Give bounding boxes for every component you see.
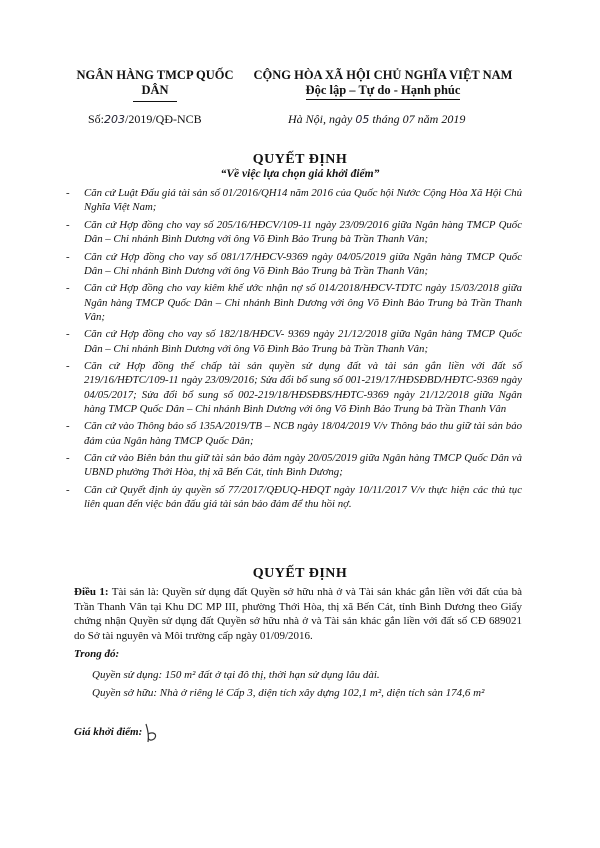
date-suffix: tháng 07 năm 2019 [372,112,466,126]
decision-section-title: QUYẾT ĐỊNH [252,566,348,581]
doc-number-suffix: /2019/QĐ-NCB [125,112,202,126]
bank-name-line2: DÂN [141,83,169,97]
country-name: CỘNG HÒA XÃ HỘI CHỦ NGHĨA VIỆT NAM [253,68,513,82]
legal-basis-item: - Căn cứ Quyết định ủy quyền số 77/2017/QĐUQ-HĐQT ngày 10/11/2017 V/v thực hiện các thủ tục liên quan đến việc bán đấu giá tài sản bảo đảm để thu hồi nợ. [66,483,522,511]
bullet-dash: - [66,420,70,433]
legal-basis-item: - Căn cứ Hợp đồng cho vay số 205/16/HĐCV/109-11 ngày 23/09/2016 giữa Ngân hàng TMCP Quốc Dân – Chi nhánh Bình Dương với ông Võ Đình Bảo Trung bà Trần Thanh Vân; [66,218,522,245]
bullet-dash: - [66,483,70,496]
bank-name-line1: NGÂN HÀNG TMCP QUỐC [76,68,234,82]
starting-price-label: Giá khởi điểm: [74,726,143,738]
national-header [248,68,518,100]
legal-basis-item: - Căn cứ Hợp đồng cho vay số 182/18/HĐCV- 9369 ngày 21/12/2018 giữa Ngân hàng TMCP Quốc Dân – Chi nhánh Bình Dương với ông Võ Đình Bảo Trung bà Trần Thanh Vân; [66,328,522,355]
bullet-dash: - [66,282,70,295]
bank-header-rule [133,101,177,102]
legal-basis-item: - Căn cứ vào Biên bản thu giữ tài sản bảo đảm ngày 20/05/2019 giữa Ngân hàng TMCP Quốc Dân và UBND phường Thới Hòa, thị xã Bến Cát, tỉnh Bình Dương; [66,452,522,479]
document-date [288,112,465,127]
doc-number-handwritten: 203 [104,113,126,126]
document-number [88,112,202,127]
decision-subtitle: “Về việc lựa chọn giá khởi điểm” [220,168,380,180]
in-which-label: Trong đó: [74,648,120,660]
legal-basis-item: - Căn cứ Hợp đồng cho vay kiêm khế ước nhận nợ số 014/2018/HĐCV-TDTC ngày 15/03/2018 giữa Ngân hàng TMCP Quốc Dân – Chi nhánh Bình Dương với ông Võ Đình Bảo Trung bà Trần Thanh Vân; [66,282,522,323]
bullet-dash: - [66,452,70,465]
handwritten-mark [140,722,166,744]
bullet-dash: - [66,360,70,373]
article-1-text: Tài sản là: Quyền sử dụng đất Quyền sở hữu nhà ở và Tài sản khác gắn liền với đất của bà Trần Thanh Vân tại Khu DC MP III, phường Thới Hòa, thị xã Bến Cát, tỉnh Bình Dương theo Giấy chứng nhận Quyền sử dụng đất Quyền sở hữu nhà ở và Tài sản khác gắn liền với đất số CĐ 689021 do Sở tài nguyên và Môi trường cấp ngày 01/09/2016. [74,586,522,642]
legal-bases-list [66,186,522,515]
legal-basis-item: - Căn cứ vào Thông báo số 135A/2019/TB – NCB ngày 18/04/2019 V/v Thông báo thu giữ tài sản bảo đảm của Ngân hàng TMCP Quốc Dân; [66,420,522,447]
bullet-dash: - [66,187,70,199]
legal-basis-item: - Căn cứ Hợp đồng thế chấp tài sản quyền sử dụng đất và tài sản gắn liền với đất số 219/16/HĐTC/109-11 ngày 23/09/2016; Sửa đổi bổ sung số 001-219/17/HĐSĐBD/HĐTC-9369 ngày 04/05/2017; Sửa đổi bổ sung số 002-219/18/HĐSĐBS/HĐTC-9369 ngày 21/12/2018 giữa Ngân hàng TMCP Quốc Dân – Chi nhánh Bình Dương với ông Võ Đình Bảo Trung bà Trần Thanh Vân [66,360,522,415]
bullet-dash: - [66,250,70,263]
decision-title: QUYẾT ĐỊNH [252,152,348,167]
bank-header [70,68,240,102]
date-handwritten-day: 05 [355,113,370,126]
article-1 [74,585,522,643]
bullet-dash: - [66,328,70,341]
national-motto: Độc lập – Tự do - Hạnh phúc [306,83,461,100]
bullet-dash: - [66,218,70,231]
ownership-detail: Quyền sở hữu: Nhà ở riêng lẻ Cấp 3, diện tích xây dựng 102,1 m², diện tích sàn 174,6 m² [92,687,485,699]
article-1-label: Điều 1: [74,586,109,598]
date-prefix: Hà Nội, ngày [288,112,353,126]
legal-basis-item: - Căn cứ Hợp đồng cho vay số 081/17/HĐCV-9369 ngày 04/05/2019 giữa Ngân hàng TMCP Quốc Dân – Chi nhánh Bình Dương với ông Võ Đình Bảo Trung bà Trần Thanh Vân; [66,250,522,277]
land-use-right-detail: Quyền sử dụng: 150 m² đất ở tại đô thị, thời hạn sử dụng lâu dài. [92,669,380,681]
legal-basis-item: - Căn cứ Luật Đấu giá tài sản số 01/2016/QH14 năm 2016 của Quốc hội Nước Cộng Hòa Xã Hội Chủ Nghĩa Việt Nam; [66,187,522,214]
doc-number-prefix: Số: [88,112,105,126]
